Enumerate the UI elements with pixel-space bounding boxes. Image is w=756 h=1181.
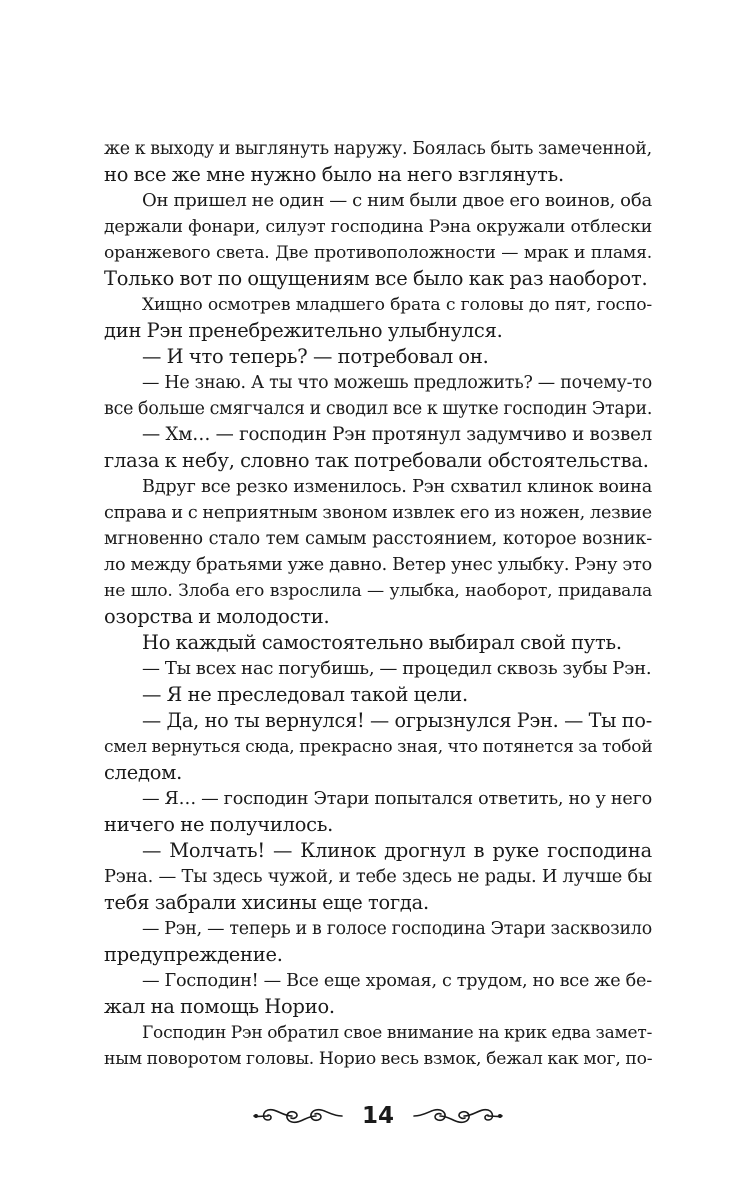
text-line: мгновенно стало тем самым расстоянием, которое возник- (104, 528, 652, 549)
text-line: Хищно осмотрев младшего брата с головы до пят, госпо- (142, 295, 652, 315)
text-line: предупреждение. (104, 943, 283, 966)
flourish-ornament-icon (412, 1104, 504, 1128)
page-body (104, 136, 652, 1072)
text-line: но все же мне нужно было на него взглянуть. (104, 163, 564, 186)
text-line: следом. (104, 761, 183, 784)
text-line: жал на помощь Норио. (104, 995, 335, 1018)
text-line: не шло. Злоба его взрослила — улыбка, наоборот, придавала (104, 581, 652, 601)
text-line: — Молчать! — Клинок дрогнул в руке господина (142, 839, 652, 862)
text-line: ничего не получилось. (104, 813, 334, 836)
text-line: — Хм… — господин Рэн протянул задумчиво и возвел (142, 424, 652, 445)
text-line: оранжевого света. Две противоположности — мрак и пламя. (104, 243, 652, 263)
text-line: Он пришел не один — с ним были двое его воинов, оба (142, 190, 652, 211)
text-line: — И что теперь? — потребовал он. (142, 345, 489, 368)
text-line: глаза к небу, словно так потребовали обстоятельства. (104, 449, 649, 472)
text-line: — Я… — господин Этари попытался ответить, но у него (142, 789, 652, 809)
text-line: дин Рэн пренебрежительно улыбнулся. (104, 319, 503, 342)
page-footer (0, 1096, 756, 1136)
text-line: озорства и молодости. (104, 605, 330, 628)
flourish-ornament-icon (252, 1104, 344, 1128)
text-line: ло между братьями уже давно. Ветер унес улыбку. Рэну это (104, 555, 652, 575)
text-line: ным поворотом головы. Норио весь взмок, бежал как мог, по- (104, 1049, 653, 1069)
text-line: — Я не преследовал такой цели. (142, 683, 468, 706)
text-line: смел вернуться сюда, прекрасно зная, что потянется за тобой (104, 737, 653, 757)
text-line: Рэна. — Ты здесь чужой, и тебе здесь не рады. И лучше бы (104, 866, 652, 887)
text-line: все больше смягчался и сводил все к шутке господин Этари. (104, 399, 653, 419)
text-line: — Господин! — Все еще хромая, с трудом, но все же бе- (142, 971, 652, 991)
text-line: тебя забрали хисины еще тогда. (104, 891, 429, 914)
text-line: же к выходу и выглянуть наружу. Боялась быть замеченной, (104, 139, 652, 159)
text-line: Господин Рэн обратил свое внимание на крик едва замет- (142, 1023, 653, 1043)
text-line: Но каждый самостоятельно выбирал свой путь. (142, 631, 622, 654)
text-line: Только вот по ощущениям все было как раз наоборот. (104, 267, 648, 290)
page-number: 14 (361, 1103, 394, 1129)
text-line: — Рэн, — теперь и в голосе господина Этари засквозило (142, 919, 652, 939)
text-line: — Не знаю. А ты что можешь предложить? — почему-то (142, 373, 652, 393)
text-line: держали фонари, силуэт господина Рэна окружали отблески (104, 217, 652, 237)
text-line: справа и с неприятным звоном извлек его из ножен, лезвие (104, 503, 652, 523)
text-line: — Да, но ты вернулся! — огрызнулся Рэн. — Ты по- (142, 709, 652, 732)
text-line: — Ты всех нас погубишь, — процедил сквозь зубы Рэн. (142, 658, 652, 679)
text-line: Вдруг все резко изменилось. Рэн схватил клинок воина (142, 477, 652, 497)
